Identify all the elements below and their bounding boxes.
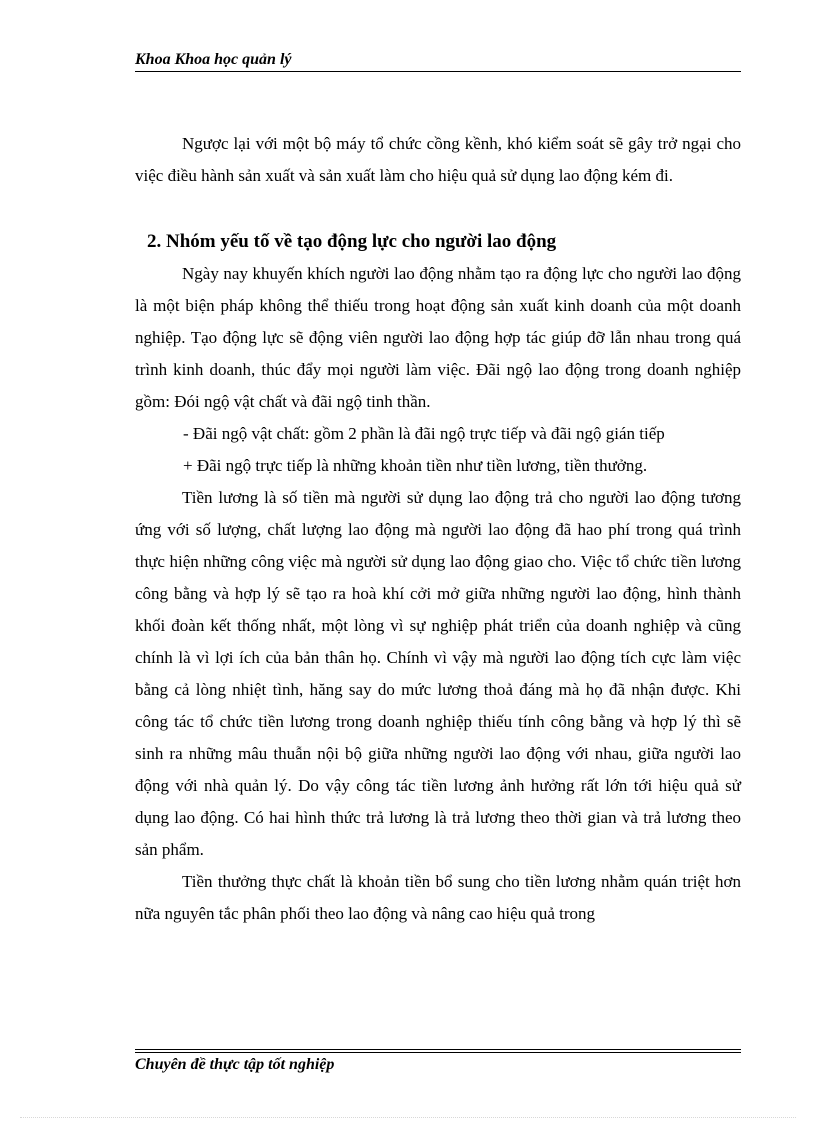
paragraph-motivation: Ngày nay khuyến khích người lao động nhằm tạo ra động lực cho người lao động là một biện pháp không thể thiếu trong hoạt động sản xuất kinh doanh của một doanh nghiệp. Tạo động lực sẽ động viên người lao động hợp tác giúp đỡ lẫn nhau trong quá trình kinh doanh, thúc đẩy mọi người làm việc. Đãi ngộ lao động trong doanh nghiệp gồm: Đói ngộ vật chất và đãi ngộ tinh thần. xyxy=(135,264,741,411)
bullet-direct-rewards: + Đãi ngộ trực tiếp là những khoản tiền như tiền lương, tiền thưởng. xyxy=(183,456,648,475)
paragraph-wage: Tiền lương là số tiền mà người sử dụng lao động trả cho người lao động tương ứng với số lượng, chất lượng lao động mà người lao động đã hao phí trong quá trình thực hiện những công việc mà người sử dụng lao động giao cho. Việc tổ chức tiền lương công bằng và hợp lý sẽ tạo ra hoà khí cởi mở giữa những người lao động, hình thành khối đoàn kết thống nhất, một lòng vì sự nghiệp phát triển của doanh nghiệp và cũng chính là vì lợi ích của bản thân họ. Chính vì vậy mà người lao động tích cực làm việc bằng cả lòng nhiệt tình, hăng say do mức lương thoả đáng mà họ đã nhận được. Khi công tác tổ chức tiền lương trong doanh nghiệp thiếu tính công bằng và hợp lý thì sẽ sinh ra những mâu thuẫn nội bộ giữa những người lao động với nhau, giữa người lao động với nhà quản lý. Do vậy công tác tiền lương ảnh hưởng rất lớn tới hiệu quả sử dụng lao động. Có hai hình thức trả lương là trả lương theo thời gian và trả lương theo sản phẩm. xyxy=(135,488,741,859)
page-footer-title: Chuyên đề thực tập tốt nghiệp xyxy=(135,1056,335,1073)
header-rule xyxy=(135,71,741,72)
body-text-top xyxy=(135,128,741,192)
body-text-main xyxy=(135,226,741,930)
footer-rule-bottom xyxy=(135,1052,741,1053)
paragraph-intro: Ngược lại với một bộ máy tổ chức cồng kềnh, khó kiểm soát sẽ gây trở ngại cho việc điều hành sản xuất và sản xuất làm cho hiệu quả sử dụng lao động kém đi. xyxy=(135,134,741,185)
section-heading: 2. Nhóm yếu tố về tạo động lực cho người lao động xyxy=(147,231,557,252)
page-header-title: Khoa Khoa học quản lý xyxy=(135,51,292,68)
bullet-material-rewards: - Đãi ngộ vật chất: gồm 2 phần là đãi ngộ trực tiếp và đãi ngộ gián tiếp xyxy=(183,424,665,443)
footer-rule-top xyxy=(135,1049,741,1050)
paragraph-bonus: Tiền thưởng thực chất là khoản tiền bổ sung cho tiền lương nhằm quán triệt hơn nữa nguyên tắc phân phối theo lao động và nâng cao hiệu quả trong xyxy=(135,872,741,923)
page-bottom-dotted-edge xyxy=(20,1117,796,1118)
